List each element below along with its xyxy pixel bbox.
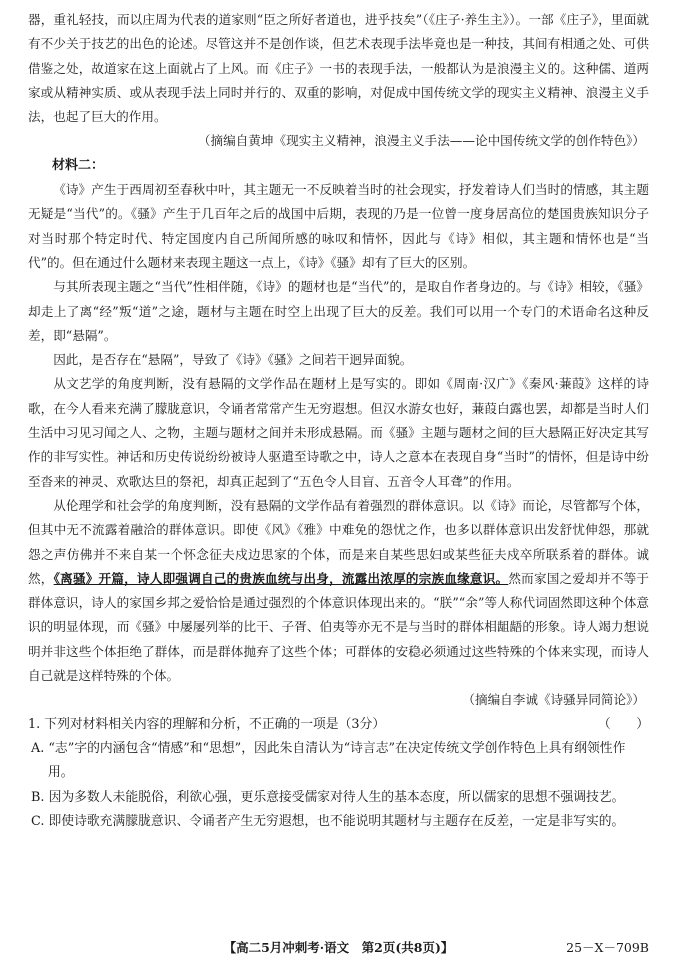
footer-exam-code: 25－X－709B <box>566 940 649 955</box>
question-1-text: 1. 下列对材料相关内容的理解和分析，不正确的一项是（3分） <box>28 716 386 732</box>
material2-heading: 材料二： <box>52 157 105 173</box>
option-b-label: B. <box>31 789 45 805</box>
underlined-sentence: 《离骚》开篇，诗人即强调自己的贵族血统与出身，流露出浓厚的宗族血缘意识。 <box>53 570 509 586</box>
option-b-text: 因为多数人未能脱俗，利欲心强，更乐意接受儒家对待人生的基本态度，所以儒家的思想不强调技艺。 <box>48 789 625 805</box>
material2-paragraph-1: 《诗》产生于西周初至春秋中叶，其主题无一不反映着当时的社会现实，抒发着诗人们当时的情感，其主题无疑是“当代”的。《骚》产生于几百年之后的战国中后期，表现的乃是一位曾一度身居高位的楚国贵族知识分子对当时那个特定时代、特定国度内自己所闻所感的咏叹和情怀，因此与《诗》相似，其主题和情怀也是“当代”的。但在通过什么题材来表现主题这一点上，《诗》《骚》却有了巨大的区别。 <box>28 182 649 270</box>
material2-source: （摘编自李诚《诗骚异同简论》） <box>462 692 645 708</box>
material1-tail-paragraph: 器，重礼轻技，而以庄周为代表的道家则“臣之所好者道也，进乎技矣”（《庄子·养生主》）。一部《庄子》，里面就有不少关于技艺的出色的论述。尽管这并不是创作谈，但艺术表现手法毕竟也是一种技，其间有相通之处、可供借鉴之处，故道家在这上面就占了上风。而《庄子》一书的表现手法，一般都认为是浪漫主义的。这种儒、道两家或从精神实质、或从表现手法上同时并行的、双重的影响，对促成中国传统文学的现实主义精神、浪漫主义手法，也起了巨大的作用。 <box>28 12 649 125</box>
material2-paragraph-4: 从文艺学的角度判断，没有悬隔的文学作品在题材上是写实的。即如《周南·汉广》《秦风·蒹葭》这样的诗歌，在今人看来充满了朦胧意识，令诵者常常产生无穷遐想。但汉水游女也好，蒹葭白露也罢，却都是当时人们生活中习见习闻之人、之物，主题与题材之间并未形成悬隔。而《骚》主题与题材之间的巨大悬隔正好决定其写作的非写实性。神话和历史传说纷纷被诗人驱遣至诗歌之中，诗人之意本在表现自身“当时”的情怀，但是诗中纷至沓来的神灵、欢歌达旦的祭祀，却真正起到了“五色令人目盲、五音令人耳聋”的作用。 <box>28 376 649 489</box>
option-a-label: A. <box>31 740 45 756</box>
footer-page-info: 【高二5月冲刺考·语文 第2页(共8页)】 <box>223 940 454 955</box>
page-footer <box>0 939 677 957</box>
material2-paragraph-5 <box>28 494 649 688</box>
paragraph-5-text-before: 从伦理学和社会学的角度判断，没有悬隔的文学作品有着强烈的群体意识。以《诗》而论，尽管都写个体，但其中无不流露着融洽的群体意识。即使《风》《雅》中难免的怨忧之作，也多以群体意识出发舒忧伸怨，那就怨之声仿佛并不来自某一个怀念征夫戍边思家的个体，而是来自某些思妇或某些征夫戍卒所联系着的群体。诚然， <box>28 497 649 586</box>
question-1-stem <box>28 713 649 737</box>
option-c-text: 即使诗歌充满朦胧意识、令诵者产生无穷遐想，也不能说明其题材与主题存在反差，一定是非写实的。 <box>48 813 625 829</box>
option-c-label: C. <box>31 813 45 829</box>
paragraph-5-text-after: 然而家国之爱却并不等于群体意识，诗人的家国乡邦之爱恰恰是通过强烈的个体意识体现出来的。“朕”“余”等人称代词固然即这种个体意识的明显体现，而《骚》中屡屡列举的比干、子胥、伯夷等亦无不是与当时的群体相龃龉的形象。诗人竭力想说明并非这些个体拒绝了群体，而是群体抛弃了这些个体；可群体的安稳必须通过这些特殊的个体来实现，而诗人自己就是这样特殊的个体。 <box>28 570 650 684</box>
material1-source: （摘编自黄坤《现实主义精神，浪漫主义手法——论中国传统文学的创作特色》） <box>197 133 645 149</box>
answer-blank: （ ） <box>597 716 649 732</box>
material2-paragraph-3: 因此，是否存在“悬隔”，导致了《诗》《骚》之间若干迥异面貌。 <box>53 352 413 368</box>
option-a <box>28 737 649 786</box>
option-b <box>28 786 649 810</box>
option-a-text: “志”字的内涵包含“情感”和“思想”，因此朱自清认为“诗言志”在决定传统文学创作特色上具有纲领性作用。 <box>48 740 626 781</box>
material2-paragraph-2: 与其所表现主题之“当代”性相伴随，《诗》的题材也是“当代”的，是取自作者身边的。与《诗》相较，《骚》却走上了离“经”叛“道”之途，题材与主题在时空上出现了巨大的反差。我们可以用一个专门的术语命名这种反差，即“悬隔”。 <box>28 279 649 343</box>
option-c <box>28 810 649 834</box>
